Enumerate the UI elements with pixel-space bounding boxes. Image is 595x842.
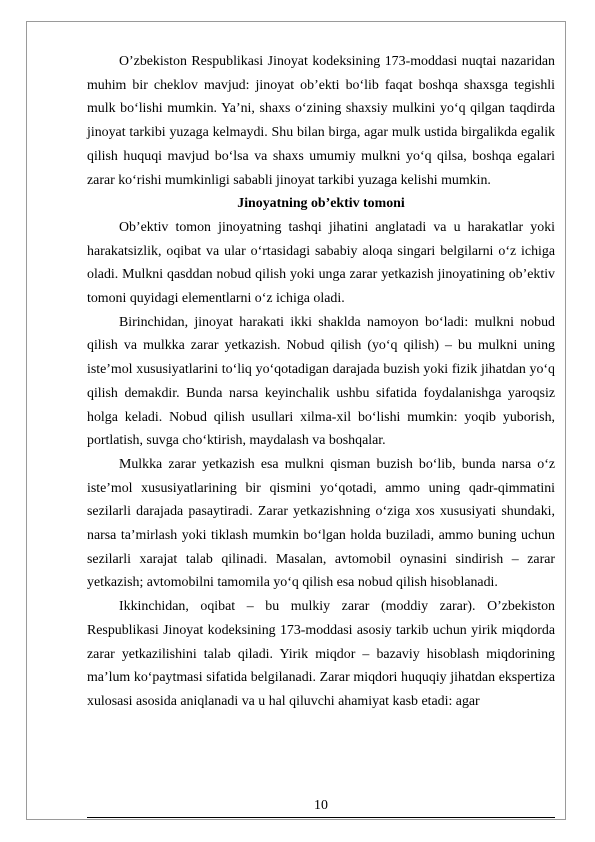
footer-divider: [87, 817, 555, 818]
body-paragraph: Birinchidan, jinoyat harakati ikki shaklda namoyon bo‘ladi: mulkni nobud qilish va mulkka zarar yetkazish. Nobud qilish (yo‘q qilish) – bu mulkni uning iste’mol xususiyatlarini to‘liq yo‘qotadigan darajada buzish yoki fizik jihatdan yo‘q qilish demakdir. Bunda narsa keyinchalik ushbu sifatida foydalanishga yaroqsiz holga keladi. Nobud qilish usullari xilma-xil bo‘lishi mumkin: yoqib yuborish, portlatish, suvga cho‘ktirish, maydalash va boshqalar.: [87, 314, 555, 449]
body-paragraph: Ikkinchidan, oqibat – bu mulkiy zarar (moddiy zarar). O’zbekiston Respublikasi Jinoyat kodeksining 173-moddasi asosiy tarkib uchun yirik miqdorda zarar yetkazilishini talab qiladi. Yirik miqdor – bazaviy hisoblash miqdorining ma’lum ko‘paytmasi sifatida belgilanadi. Zarar miqdori huquqiy jihatdan ekspertiza xulosasi asosida aniqlanadi va u hal qiluvchi ahamiyat kasb etadi: agar: [87, 599, 555, 709]
body-paragraph: Mulkka zarar yetkazish esa mulkni qisman buzish bo‘lib, bunda narsa o‘z iste’mol xususiyatlarining bir qismini yo‘qotadi, ammo uning qadr-qimmatini sezilarli darajada pasaytiradi. Zarar yetkazishning o‘ziga xos xususiyati shundaki, narsa ta’mirlash yoki tiklash mumkin bo‘lgan holda buziladi, ammo buning uchun sezilarli xarajat talab qilinadi. Masalan, avtomobil oynasini sindirish – zarar yetkazish; avtomobilni tamomila yo‘q qilish esa nobud qilish hisoblanadi.: [87, 456, 555, 591]
body-paragraph: Ob’ektiv tomon jinoyatning tashqi jihatini anglatadi va u harakatlar yoki harakatsizlik, oqibat va ular o‘rtasidagi sababiy aloqa singari belgilarni o‘z ichiga oladi. Mulkni qasddan nobud qilish yoki unga zarar yetkazish jinoyatining ob’ektiv tomoni quyidagi elementlarni o‘z ichiga oladi.: [87, 219, 555, 307]
section-heading: Jinoyatning ob’ektiv tomoni: [237, 196, 405, 212]
page-number: 10: [314, 798, 328, 813]
body-paragraph: O’zbekiston Respublikasi Jinoyat kodeksining 173-moddasi nuqtai nazaridan muhim bir cheklov mavjud: jinoyat ob’ekti bo‘lib faqat boshqa shaxsga tegishli mulk bo‘lishi mumkin. Ya’ni, shaxs o‘zining shaxsiy mulkini yo‘q qilgan taqdirda jinoyat tarkibi yuzaga kelmaydi. Shu bilan birga, agar mulk ustida birgalikda egalik qilish huquqi mavjud bo‘lsa va shaxs umumiy mulkni yo‘q qilsa, boshqa egalari zarar ko‘rishi mumkinligi sababli jinoyat tarkibi yuzaga kelishi mumkin.: [87, 54, 555, 188]
document-body: [87, 50, 555, 714]
